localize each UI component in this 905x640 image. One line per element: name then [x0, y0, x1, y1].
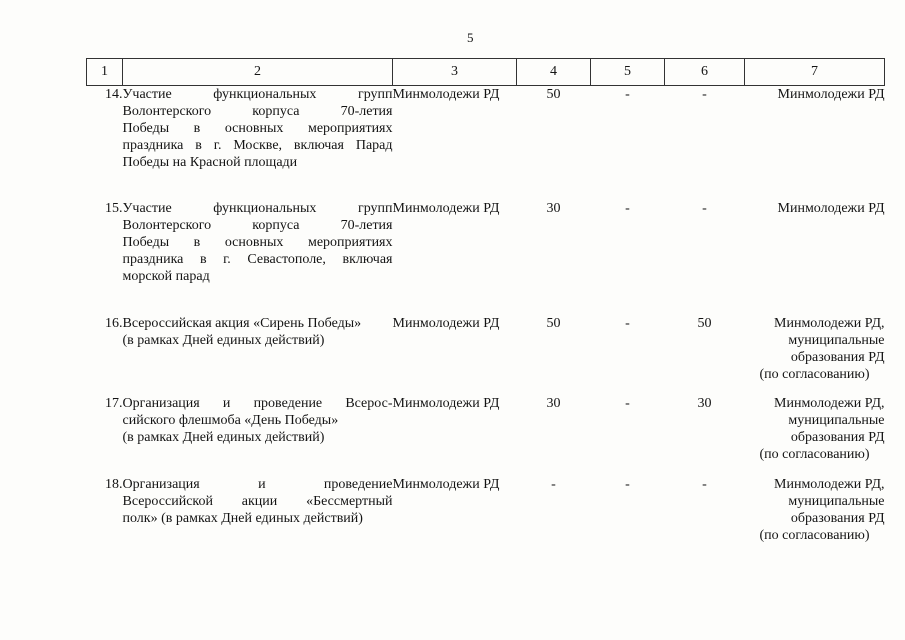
header-col-7: 7: [745, 59, 885, 86]
activity-name-line: праздника в г. Москве, включая Парад: [122, 138, 393, 153]
value-col-4: 30: [546, 395, 561, 411]
responsible: Минмолодежи РД: [392, 200, 500, 216]
header-row: [87, 59, 885, 86]
activity-name-line: морской парад: [122, 268, 210, 284]
activity-name-line: Всероссийская акция «Сирень Победы»: [122, 315, 362, 331]
header-col-6: 6: [665, 59, 745, 86]
activity-name-line: Победы в основных мероприятиях: [122, 121, 393, 136]
co-executor-line: Минмолодежи РД,: [774, 395, 885, 411]
co-executor-line: муниципальные: [788, 332, 885, 348]
value-col-4: -: [551, 476, 556, 492]
value-col-5: -: [625, 476, 630, 492]
activity-name-line: Участие функциональных групп: [122, 87, 393, 102]
page-number: 5: [467, 30, 474, 45]
co-executor-line: муниципальные: [788, 412, 885, 428]
activity-name-line: Организация и проведение Всерос-: [122, 395, 393, 411]
activity-name-line: (в рамках Дней единых действий): [122, 332, 325, 348]
value-col-4: 30: [546, 200, 561, 216]
activity-name-line: Победы на Красной площади: [122, 155, 298, 170]
value-col-4: 50: [546, 87, 561, 102]
activity-name-line: (в рамках Дней единых действий): [122, 429, 325, 445]
row-number: 16.: [105, 315, 123, 331]
value-col-5: -: [625, 315, 630, 331]
value-col-6: 50: [697, 315, 712, 331]
value-col-6: 30: [697, 395, 712, 411]
activity-name-line: праздника в г. Севастополе, включая: [122, 251, 393, 267]
activity-name: [123, 395, 393, 476]
co-executor-line: муниципальные: [788, 493, 885, 509]
co-executors: [745, 315, 885, 395]
co-executor-line: Минмолодежи РД: [777, 87, 885, 102]
co-executors: [745, 395, 885, 476]
activity-name: [123, 86, 393, 200]
co-executors: [745, 476, 885, 561]
activity-name-line: полк» (в рамках Дней единых действий): [122, 510, 363, 526]
activity-name-line: Волонтерского корпуса 70-летия: [122, 217, 393, 233]
co-executors: [745, 200, 885, 315]
row-number: 15.: [105, 200, 123, 216]
value-col-6: -: [702, 200, 707, 216]
activity-name-line: Всероссийской акции «Бессмертный: [122, 493, 393, 509]
value-col-5: -: [625, 87, 630, 102]
co-executor-line: Минмолодежи РД,: [774, 476, 885, 492]
activities-table: [86, 58, 885, 561]
co-executor-line: (по согласованию): [759, 527, 870, 543]
responsible: Минмолодежи РД: [392, 87, 500, 102]
row-number: 17.: [105, 395, 123, 411]
value-col-5: -: [625, 395, 630, 411]
header-col-2: 2: [123, 59, 393, 86]
co-executor-line: (по согласованию): [759, 446, 870, 462]
activity-name: [123, 476, 393, 561]
value-col-4: 50: [546, 315, 561, 331]
responsible: Минмолодежи РД: [392, 395, 500, 411]
co-executor-line: (по согласованию): [759, 366, 870, 382]
value-col-6: -: [702, 476, 707, 492]
header-col-5: 5: [591, 59, 665, 86]
activity-name-line: Участие функциональных групп: [122, 200, 393, 216]
row-number: 18.: [105, 476, 123, 492]
activity-name-line: сийского флешмоба «День Победы»: [122, 412, 339, 428]
co-executors: [745, 86, 885, 200]
activity-name-line: Победы в основных мероприятиях: [122, 234, 393, 250]
table-row: [87, 86, 885, 200]
co-executor-line: образования РД: [790, 510, 885, 526]
activity-name: [123, 315, 393, 395]
co-executor-line: образования РД: [790, 349, 885, 365]
responsible: Минмолодежи РД: [392, 315, 500, 331]
co-executor-line: образования РД: [790, 429, 885, 445]
row-number: 14.: [105, 87, 123, 102]
header-col-1: 1: [87, 59, 123, 86]
activity-name-line: Волонтерского корпуса 70-летия: [122, 104, 393, 119]
table-row: [87, 200, 885, 315]
co-executor-line: Минмолодежи РД: [777, 200, 885, 216]
value-col-6: -: [702, 87, 707, 102]
responsible: Минмолодежи РД: [392, 476, 500, 492]
co-executor-line: Минмолодежи РД,: [774, 315, 885, 331]
table-row: [87, 315, 885, 395]
value-col-5: -: [625, 200, 630, 216]
header-col-4: 4: [517, 59, 591, 86]
activity-name: [123, 200, 393, 315]
header-col-3: 3: [393, 59, 517, 86]
activity-name-line: Организация и проведение: [122, 476, 393, 492]
table-row: [87, 476, 885, 561]
table-row: [87, 395, 885, 476]
